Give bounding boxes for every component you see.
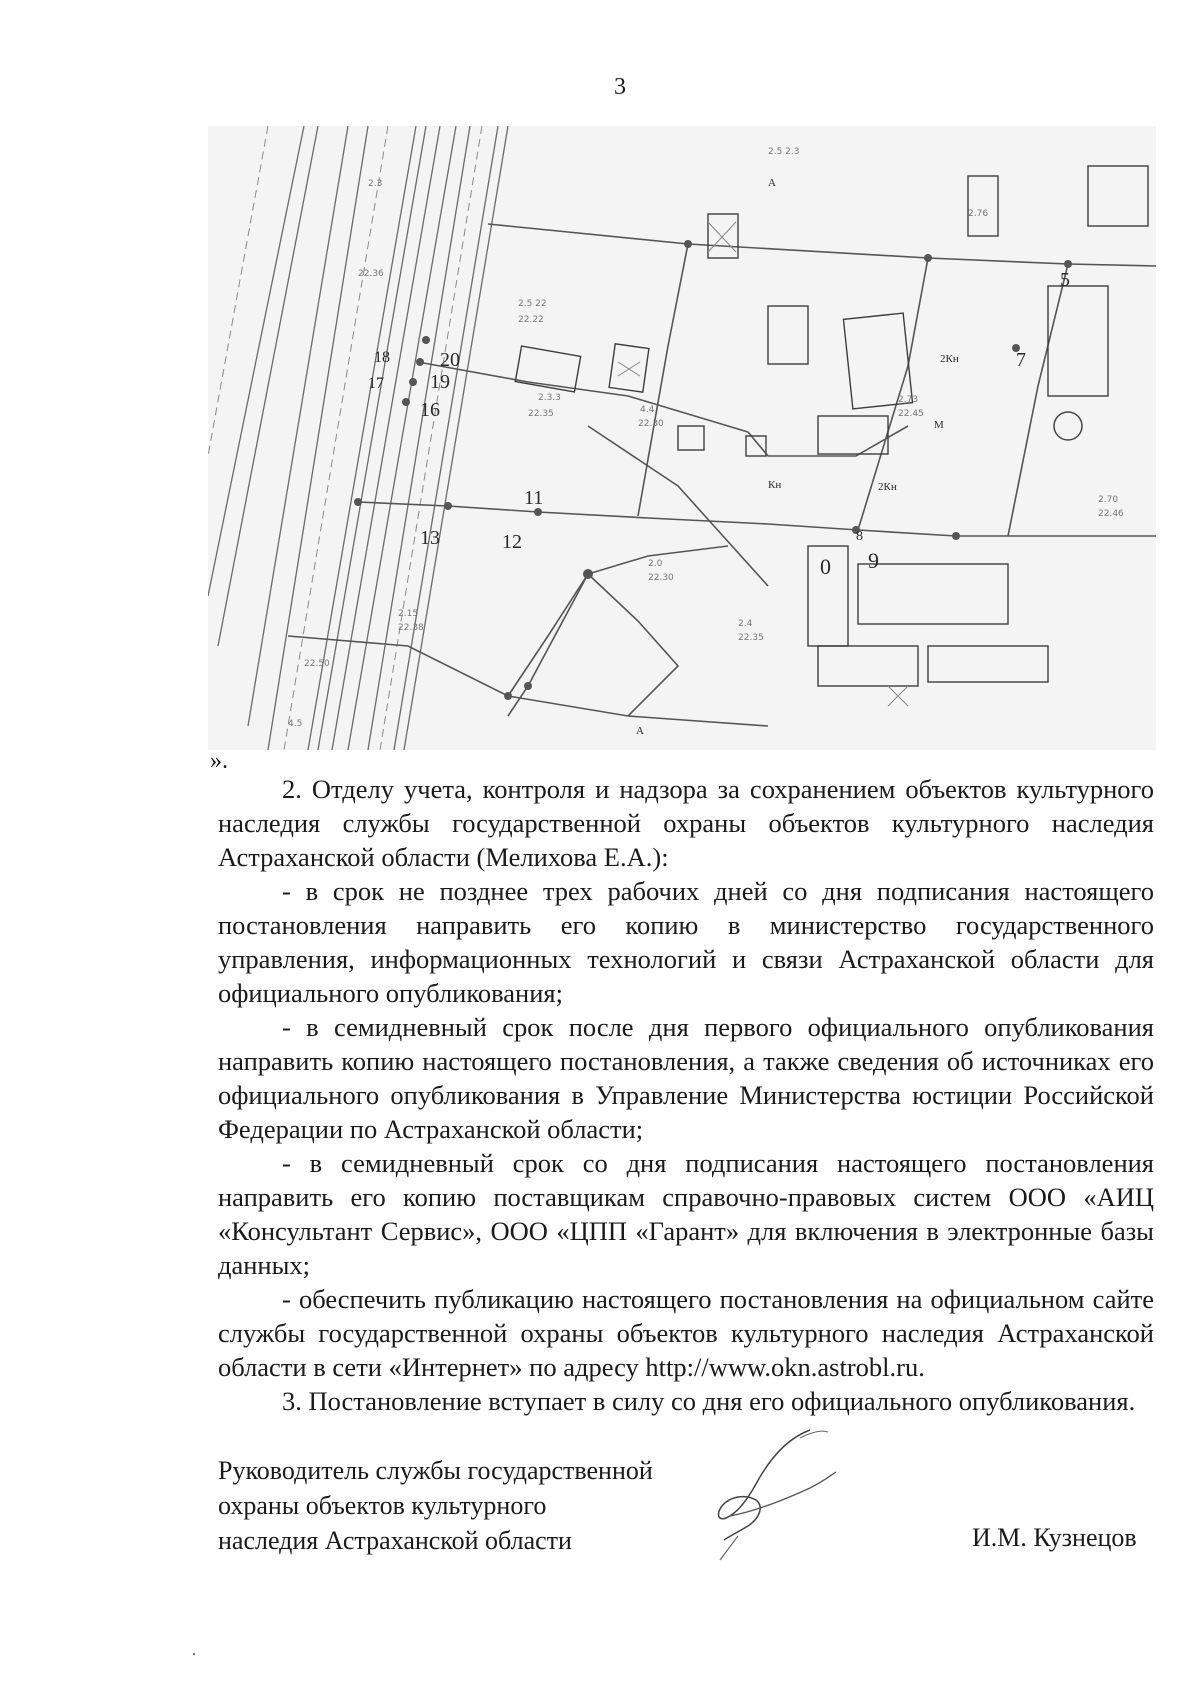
map-label-19: 19 — [430, 371, 450, 393]
map-label-18: 18 — [374, 349, 390, 366]
map-label-2kn-b: 2Кн — [878, 481, 897, 493]
page-number: 3 — [614, 74, 626, 100]
svg-text:2.3.3: 2.3.3 — [538, 393, 561, 403]
scan-speck — [193, 1653, 195, 1655]
svg-text:2.5 2.3: 2.5 2.3 — [768, 147, 800, 157]
map-label-0: 0 — [820, 554, 831, 579]
body-text — [218, 772, 1154, 1418]
paragraph-bullet-4: - обеспечить публикацию настоящего постановления на официальном сайте службы государственной охраны объектов культурного наследия Астраханской области в сети «Интернет» по адресу http://www.okn.astrobl.ru. — [218, 1284, 1154, 1382]
svg-text:22.45: 22.45 — [898, 409, 924, 419]
map-label-11: 11 — [524, 487, 544, 509]
svg-text:22.35: 22.35 — [528, 409, 554, 419]
map-label-kn: Кн — [768, 479, 782, 491]
svg-text:22.38: 22.38 — [398, 623, 424, 633]
map-label-9: 9 — [868, 548, 879, 573]
map-label-16: 16 — [420, 399, 440, 421]
quote-close: ». — [210, 748, 228, 774]
map-label-2kn-a: 2Кн — [940, 353, 959, 365]
svg-text:22.30: 22.30 — [638, 419, 664, 429]
map-label-m: М — [934, 419, 944, 431]
map-label-12: 12 — [502, 531, 522, 553]
svg-text:2.70: 2.70 — [1098, 495, 1119, 505]
svg-text:2.0: 2.0 — [648, 559, 663, 569]
signatory-title-line: охраны объектов культурного — [218, 1491, 547, 1520]
signature-strokes — [660, 1418, 860, 1578]
svg-text:22.50: 22.50 — [304, 659, 330, 669]
svg-text:2.15: 2.15 — [398, 609, 419, 619]
svg-text:2.73: 2.73 — [898, 395, 919, 405]
map-label-a-1: А — [768, 177, 776, 189]
svg-text:4.4: 4.4 — [640, 405, 655, 415]
signatory-name: И.М. Кузнецов — [972, 1523, 1137, 1552]
map-label-13: 13 — [420, 527, 440, 549]
svg-text:22.35: 22.35 — [738, 633, 764, 643]
map-label-20: 20 — [440, 349, 460, 371]
map-label-5: 5 — [1060, 269, 1070, 291]
signatory-title-line: наследия Астраханской области — [218, 1526, 572, 1555]
map-label-17: 17 — [368, 375, 384, 392]
svg-text:2.4: 2.4 — [738, 619, 753, 629]
svg-text:22.36: 22.36 — [358, 269, 384, 279]
signatory-title — [218, 1453, 653, 1558]
svg-text:4.5: 4.5 — [288, 719, 303, 729]
svg-text:22.46: 22.46 — [1098, 509, 1124, 519]
paragraph-bullet-1: - в срок не позднее трех рабочих дней со дня подписания настоящего постановления направить его копию в министерство государственного управления, информационных технологий и связи Астраханской области для официального опубликования; — [218, 876, 1154, 1008]
cadastral-map — [208, 126, 1156, 750]
svg-text:22.30: 22.30 — [648, 573, 674, 583]
svg-text:2.3: 2.3 — [368, 179, 383, 189]
cadastral-map-drawing — [208, 126, 1156, 750]
map-label-8: 8 — [856, 529, 863, 544]
signatory-title-line: Руководитель службы государственной — [218, 1456, 653, 1485]
svg-text:22.22: 22.22 — [518, 315, 544, 325]
paragraph-bullet-2: - в семидневный срок после дня первого официального опубликования направить копию настоящего постановления, а также сведения об источниках его официального опубликования в Управление Министерства юстиции Российской Федерации по Астраханской области; — [218, 1012, 1154, 1144]
map-label-a-2: А — [636, 725, 644, 737]
paragraph-bullet-3: - в семидневный срок со дня подписания настоящего постановления направить его копию поставщикам справочно-правовых систем ООО «АИЦ «Консультант Сервис», ООО «ЦПП «Гарант» для включения в электронные базы данных; — [218, 1148, 1154, 1280]
svg-text:2.76: 2.76 — [968, 209, 989, 219]
paragraph-3: 3. Постановление вступает в силу со дня его официального опубликования. — [282, 1386, 1136, 1416]
map-label-7: 7 — [1016, 349, 1026, 371]
svg-text:2.5 22: 2.5 22 — [518, 299, 547, 309]
handwritten-signature — [660, 1418, 860, 1578]
paragraph-2: 2. Отделу учета, контроля и надзора за сохранением объектов культурного наследия службы государственной охраны объектов культурного наследия Астраханской области (Мелихова Е.А.): — [218, 774, 1154, 872]
